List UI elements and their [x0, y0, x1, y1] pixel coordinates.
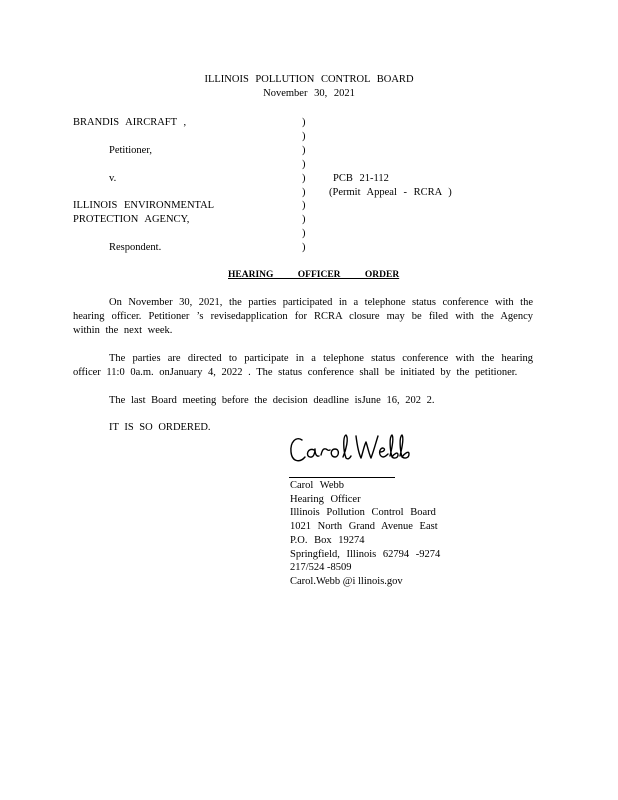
paragraph-3: The last Board meeting before the decision deadline isJune 16, 202 2. [109, 395, 435, 406]
paren: ) [302, 200, 306, 211]
petitioner-name: BRANDIS AIRCRAFT , [73, 117, 187, 128]
paren: ) [302, 145, 306, 156]
order-date: November 30, 2021 [263, 88, 355, 99]
paren: ) [302, 214, 306, 225]
paragraph-2: The parties are directed to participate in a telephone status conference with the hearing officer 11:0 0a.m. onJanuary 4, 2022 . The status conference shall be initiated by the petitioner. [73, 353, 533, 378]
signature-line [289, 477, 395, 478]
signer-organization: Illinois Pollution Control Board [290, 507, 436, 518]
board-name: ILLINOIS POLLUTION CONTROL BOARD [204, 74, 414, 85]
signer-email: Carol.Webb @i llinois.gov [290, 576, 403, 587]
signer-title: Hearing Officer [290, 494, 361, 505]
versus: v. [109, 173, 117, 184]
case-type: (Permit Appeal - RCRA ) [329, 187, 452, 198]
paren: ) [302, 173, 306, 184]
paren: ) [302, 187, 306, 198]
signer-phone: 217/524 -8509 [290, 562, 352, 573]
paren: ) [302, 159, 306, 170]
order-title: HEARING OFFICER ORDER [228, 270, 400, 280]
signer-po-box: P.O. Box 19274 [290, 535, 365, 546]
paren: ) [302, 117, 306, 128]
petitioner-label: Petitioner, [109, 145, 153, 156]
signer-city: Springfield, Illinois 62794 -9274 [290, 549, 441, 560]
respondent-line1: ILLINOIS ENVIRONMENTAL [73, 200, 215, 211]
signer-name: Carol Webb [290, 480, 344, 491]
paren: ) [302, 242, 306, 253]
respondent-line2: PROTECTION AGENCY, [73, 214, 190, 225]
paragraph-1: On November 30, 2021, the parties participated in a telephone status conference with the hearing officer. Petitioner ’s revisedapplication for RCRA closure may be filed with the Agency within the next week. [73, 297, 533, 336]
handwritten-signature [288, 430, 414, 470]
case-number: PCB 21-112 [333, 173, 389, 184]
paren: ) [302, 131, 306, 142]
paren: ) [302, 228, 306, 239]
signer-street: 1021 North Grand Avenue East [290, 521, 438, 532]
paragraph-4: IT IS SO ORDERED. [109, 422, 211, 433]
respondent-label: Respondent. [109, 242, 162, 253]
